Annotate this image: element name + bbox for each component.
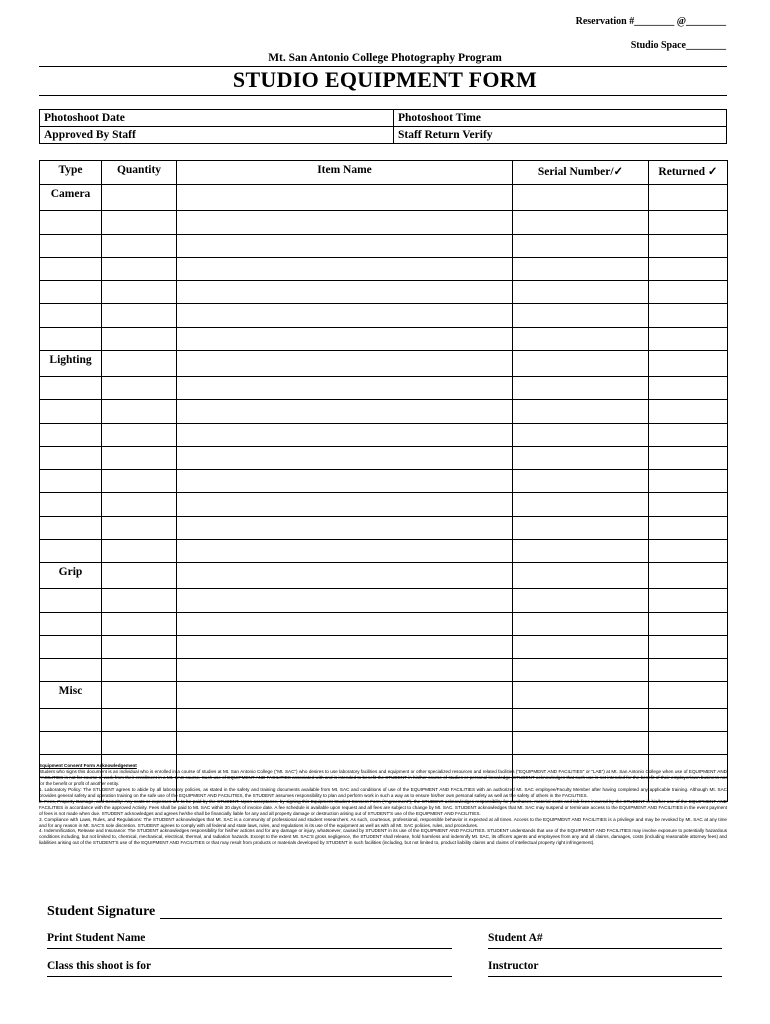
quantity-cell[interactable]: [102, 659, 177, 682]
serial-number-cell[interactable]: [513, 563, 649, 589]
returned-cell[interactable]: [649, 327, 728, 350]
returned-cell[interactable]: [649, 377, 728, 400]
serial-number-cell[interactable]: [513, 589, 649, 612]
photoshoot-date-label: Photoshoot Date: [44, 112, 125, 124]
item-name-cell[interactable]: [177, 257, 513, 280]
print-name-label: Print Student Name: [47, 932, 146, 944]
table-row: [40, 234, 728, 257]
quantity-cell[interactable]: [102, 423, 177, 446]
quantity-cell[interactable]: [102, 377, 177, 400]
table-row: [40, 659, 728, 682]
quantity-cell[interactable]: [102, 281, 177, 304]
serial-number-cell[interactable]: [513, 446, 649, 469]
returned-cell[interactable]: [649, 635, 728, 658]
serial-number-cell[interactable]: [513, 612, 649, 635]
category-grip: Grip: [40, 563, 102, 589]
serial-number-cell[interactable]: [513, 470, 649, 493]
item-name-cell[interactable]: [177, 446, 513, 469]
table-row: [40, 446, 728, 469]
serial-number-cell[interactable]: [513, 257, 649, 280]
serial-number-cell[interactable]: [513, 708, 649, 731]
serial-number-cell[interactable]: [513, 539, 649, 562]
page-title: STUDIO EQUIPMENT FORM: [232, 67, 538, 92]
category-lighting: Lighting: [40, 350, 102, 376]
item-name-cell[interactable]: [177, 327, 513, 350]
approved-by-label: Approved By Staff: [44, 129, 136, 141]
table-row: [40, 400, 728, 423]
item-name-cell[interactable]: [177, 304, 513, 327]
type-cell[interactable]: [40, 493, 102, 516]
table-row: [40, 211, 728, 234]
quantity-cell[interactable]: [102, 635, 177, 658]
table-row: [40, 377, 728, 400]
category-camera: Camera: [40, 185, 102, 211]
serial-number-cell[interactable]: [513, 377, 649, 400]
returned-cell[interactable]: [649, 211, 728, 234]
item-name-cell[interactable]: [177, 516, 513, 539]
returned-cell[interactable]: [649, 423, 728, 446]
quantity-cell[interactable]: [102, 493, 177, 516]
returned-cell[interactable]: [649, 281, 728, 304]
table-row: [40, 635, 728, 658]
type-cell[interactable]: [40, 539, 102, 562]
item-name-cell[interactable]: [177, 708, 513, 731]
type-cell[interactable]: [40, 635, 102, 658]
quantity-cell[interactable]: [102, 327, 177, 350]
item-name-cell[interactable]: [177, 563, 513, 589]
returned-cell[interactable]: [649, 400, 728, 423]
table-header-row: [40, 161, 728, 185]
table-row: [40, 563, 728, 589]
item-name-cell[interactable]: [177, 731, 513, 754]
item-name-cell[interactable]: [177, 470, 513, 493]
equipment-table: [39, 160, 728, 802]
item-name-cell[interactable]: [177, 377, 513, 400]
quantity-cell[interactable]: [102, 589, 177, 612]
type-cell[interactable]: [40, 234, 102, 257]
col-returned: Returned ✓: [649, 161, 728, 185]
table-row: [40, 470, 728, 493]
type-cell[interactable]: [40, 708, 102, 731]
returned-cell[interactable]: [649, 234, 728, 257]
table-row: [40, 493, 728, 516]
photoshoot-date-field[interactable]: [40, 110, 394, 127]
quantity-cell[interactable]: [102, 516, 177, 539]
serial-number-cell[interactable]: [513, 281, 649, 304]
serial-number-cell[interactable]: [513, 211, 649, 234]
table-row: [40, 516, 728, 539]
table-row: [40, 304, 728, 327]
consent-text: [39, 763, 727, 846]
table-row: [40, 539, 728, 562]
table-row: [40, 185, 728, 211]
serial-number-cell[interactable]: [513, 400, 649, 423]
serial-number-cell[interactable]: [513, 635, 649, 658]
item-name-cell[interactable]: [177, 400, 513, 423]
table-row: [40, 682, 728, 708]
table-row: [40, 612, 728, 635]
table-row: [40, 281, 728, 304]
type-cell[interactable]: [40, 516, 102, 539]
student-id-label: Student A#: [488, 932, 543, 944]
quantity-cell[interactable]: [102, 708, 177, 731]
table-row: [40, 257, 728, 280]
quantity-cell[interactable]: [102, 470, 177, 493]
item-name-cell[interactable]: [177, 635, 513, 658]
returned-cell[interactable]: [649, 350, 728, 376]
instructor-line[interactable]: [488, 976, 722, 977]
shoot-info-table: [39, 109, 727, 144]
category-misc: Misc: [40, 682, 102, 708]
returned-cell[interactable]: [649, 539, 728, 562]
quantity-cell[interactable]: [102, 234, 177, 257]
returned-cell[interactable]: [649, 563, 728, 589]
item-name-cell[interactable]: [177, 281, 513, 304]
print-name-line[interactable]: [47, 948, 452, 949]
photoshoot-time-label: Photoshoot Time: [398, 112, 481, 124]
item-name-cell[interactable]: [177, 539, 513, 562]
returned-cell[interactable]: [649, 470, 728, 493]
item-name-cell[interactable]: [177, 185, 513, 211]
type-cell[interactable]: [40, 470, 102, 493]
program-name: Mt. San Antonio College Photography Program: [268, 52, 502, 64]
item-name-cell[interactable]: [177, 682, 513, 708]
consent-indemnification: 4. Indemnification, Release and Insurance: The STUDENT acknowledges responsibility for his/her actions and for any damage or injury, whatsoever, caused by STUDENT in its use of the EQUIPMENT AND FACILITIES. STUDENT understands that use of the EQUIPMENT AND FACILITIES may involve exposure to potentially hazardous conditions including, but not limited to, chemical, mechanical, electrical, thermal, and radiation hazards. Except to the extent Mt. SAC'S gross negligence, the STUDENT shall release, hold harmless and indemnify Mt. SAC, its officers agents and employees from any and all claims, damages, costs (including reasonable attorney fees) and liabilities arising out of the STUDENT'S use of the EQUIPMENT AND FACILITIES or that may result from products or materials developed by STUDENT in such facilities (including, but not limited to, product liability claims and claims of intellectual property right infringement).: [39, 828, 727, 846]
returned-cell[interactable]: [649, 185, 728, 211]
returned-cell[interactable]: [649, 446, 728, 469]
serial-number-cell[interactable]: [513, 304, 649, 327]
staff-return-field[interactable]: [394, 127, 727, 144]
returned-cell[interactable]: [649, 708, 728, 731]
quantity-cell[interactable]: [102, 304, 177, 327]
studio-space: Studio Space________: [630, 40, 726, 51]
serial-number-cell[interactable]: [513, 493, 649, 516]
reservation-number: Reservation #________ @________: [575, 16, 726, 27]
col-type: Type: [40, 161, 102, 185]
quantity-cell[interactable]: [102, 211, 177, 234]
consent-fees: 2. Fees, Property Damage, and Security: Any costs or expenses are to be paid by the STUDENT. Upon acceptance, by signing this Equipment Student Consent Form ("Agreement"), the STUDENT acknowledges responsibility for purchases, material costs and lab fees incurred by the STUDENT in his/her use of the EQUIPMENT AND FACILITIES in accordance with the approved Activity. Fees shall be paid to Mt. SAC within 30 days of invoice date. A fee schedule is available upon request and all fees are subject to change by Mt. SAC. STUDENT acknowledges that Mt. SAC may suspend or terminate access to the EQUIPMENT AND FACILITIES in the event payment of fees is not made when due. STUDENT acknowledges and agrees he/she shall be financially liable for any and all property damage or destruction arising out of STUDENT'S use of the EQUIPMENT AND FACILITIES.: [39, 798, 727, 816]
type-cell[interactable]: [40, 211, 102, 234]
type-cell[interactable]: [40, 281, 102, 304]
approved-by-field[interactable]: [40, 127, 394, 144]
serial-number-cell[interactable]: [513, 234, 649, 257]
quantity-cell[interactable]: [102, 257, 177, 280]
col-item-name: Item Name: [177, 161, 513, 185]
returned-cell[interactable]: [649, 659, 728, 682]
table-row: [40, 423, 728, 446]
type-cell[interactable]: [40, 400, 102, 423]
consent-heading: Equipment Consent Form Acknowledgement: [39, 763, 137, 768]
item-name-cell[interactable]: [177, 350, 513, 376]
class-label: Class this shoot is for: [47, 960, 152, 972]
item-name-cell[interactable]: [177, 211, 513, 234]
quantity-cell[interactable]: [102, 682, 177, 708]
class-line[interactable]: [47, 976, 452, 977]
serial-number-cell[interactable]: [513, 659, 649, 682]
returned-cell[interactable]: [649, 682, 728, 708]
quantity-cell[interactable]: [102, 612, 177, 635]
returned-cell[interactable]: [649, 257, 728, 280]
returned-cell[interactable]: [649, 731, 728, 754]
serial-number-cell[interactable]: [513, 423, 649, 446]
type-cell[interactable]: [40, 327, 102, 350]
type-cell[interactable]: [40, 659, 102, 682]
returned-cell[interactable]: [649, 493, 728, 516]
serial-number-cell[interactable]: [513, 185, 649, 211]
student-signature-label: Student Signature: [47, 904, 156, 919]
type-cell[interactable]: [40, 446, 102, 469]
consent-compliance: 3. Compliance with Laws, Rules, and Regulations: The STUDENT acknowledges that Mt. SAC is a community of professional and student researchers. As such, courteous, professional, responsible behavior is expected at all times. Access to the EQUIPMENT AND FACILITIES is a privilege and may be revoked by Mt. SAC at any time and for any reason in Mt. SAC'S sole discretion. STUDENT agrees to comply with all federal and state laws, rules, and regulations in its use of the equipment as well as with all Mt. SAC policies, rules, and procedures.: [39, 816, 727, 828]
table-row: [40, 589, 728, 612]
item-name-cell[interactable]: [177, 423, 513, 446]
serial-number-cell[interactable]: [513, 731, 649, 754]
consent-laboratory-policy: 1. Laboratory Policy: The STUDENT agrees to abide by all laboratory policies, as stated in the safety and training documents available from Mt. SAC and conditions of use of the EQUIPMENT AND FACILITIES with an authorized Mt. SAC employee/Faculty Member after having completed any applicable training. Although Mt. SAC provides general safety and operation training on the safe use of the EQUIPMENT AND FACILITIES, the STUDENT assumes responsibility to plan and perform work in such a way as to ensure his/her own personal safety as well as the safety of others in the FACILITIES.: [39, 786, 727, 798]
quantity-cell[interactable]: [102, 446, 177, 469]
col-serial-number: Serial Number/✓: [513, 161, 649, 185]
table-row: [40, 708, 728, 731]
col-quantity: Quantity: [102, 161, 177, 185]
item-name-cell[interactable]: [177, 589, 513, 612]
quantity-cell[interactable]: [102, 185, 177, 211]
type-cell[interactable]: [40, 589, 102, 612]
returned-cell[interactable]: [649, 516, 728, 539]
photoshoot-time-field[interactable]: [394, 110, 727, 127]
quantity-cell[interactable]: [102, 563, 177, 589]
quantity-cell[interactable]: [102, 539, 177, 562]
returned-cell[interactable]: [649, 304, 728, 327]
type-cell[interactable]: [40, 257, 102, 280]
table-row: [40, 350, 728, 376]
returned-cell[interactable]: [649, 612, 728, 635]
type-cell[interactable]: [40, 423, 102, 446]
type-cell[interactable]: [40, 377, 102, 400]
item-name-cell[interactable]: [177, 234, 513, 257]
item-name-cell[interactable]: [177, 612, 513, 635]
student-id-line[interactable]: [488, 948, 722, 949]
type-cell[interactable]: [40, 731, 102, 754]
serial-number-cell[interactable]: [513, 682, 649, 708]
staff-return-label: Staff Return Verify: [398, 129, 493, 141]
serial-number-cell[interactable]: [513, 516, 649, 539]
table-row: [40, 327, 728, 350]
type-cell[interactable]: [40, 612, 102, 635]
student-signature-field[interactable]: [160, 904, 726, 921]
table-row: [40, 731, 728, 754]
item-name-cell[interactable]: [177, 493, 513, 516]
serial-number-cell[interactable]: [513, 327, 649, 350]
instructor-label: Instructor: [488, 960, 539, 972]
quantity-cell[interactable]: [102, 731, 177, 754]
returned-cell[interactable]: [649, 589, 728, 612]
serial-number-cell[interactable]: [513, 350, 649, 376]
quantity-cell[interactable]: [102, 350, 177, 376]
consent-intro: Student who signs this document is an individual who is enrolled in a course of studies at Mt. San Antonio College ("Mt. SAC") who desires to use laboratory facilities and equipment or other specialized resources and related facilities ("EQUIPMENT AND FACILITIES" or "LAB") at Mt. San Antonio College when use of EQUIPMENT AND FACILITIES is not for course of work from their enrollment in a Mt. SAC course. Such use of EQUIPMENT AND FACILITIES associated with and is intended to benefit the STUDENT in his/her course of studies or personal knowledge. STUDENT acknowledges that such use is not intended for the benefit of their employer/own business nor for the benefit or profit of another entity.: [39, 768, 727, 786]
item-name-cell[interactable]: [177, 659, 513, 682]
type-cell[interactable]: [40, 304, 102, 327]
quantity-cell[interactable]: [102, 400, 177, 423]
divider: [39, 95, 727, 96]
